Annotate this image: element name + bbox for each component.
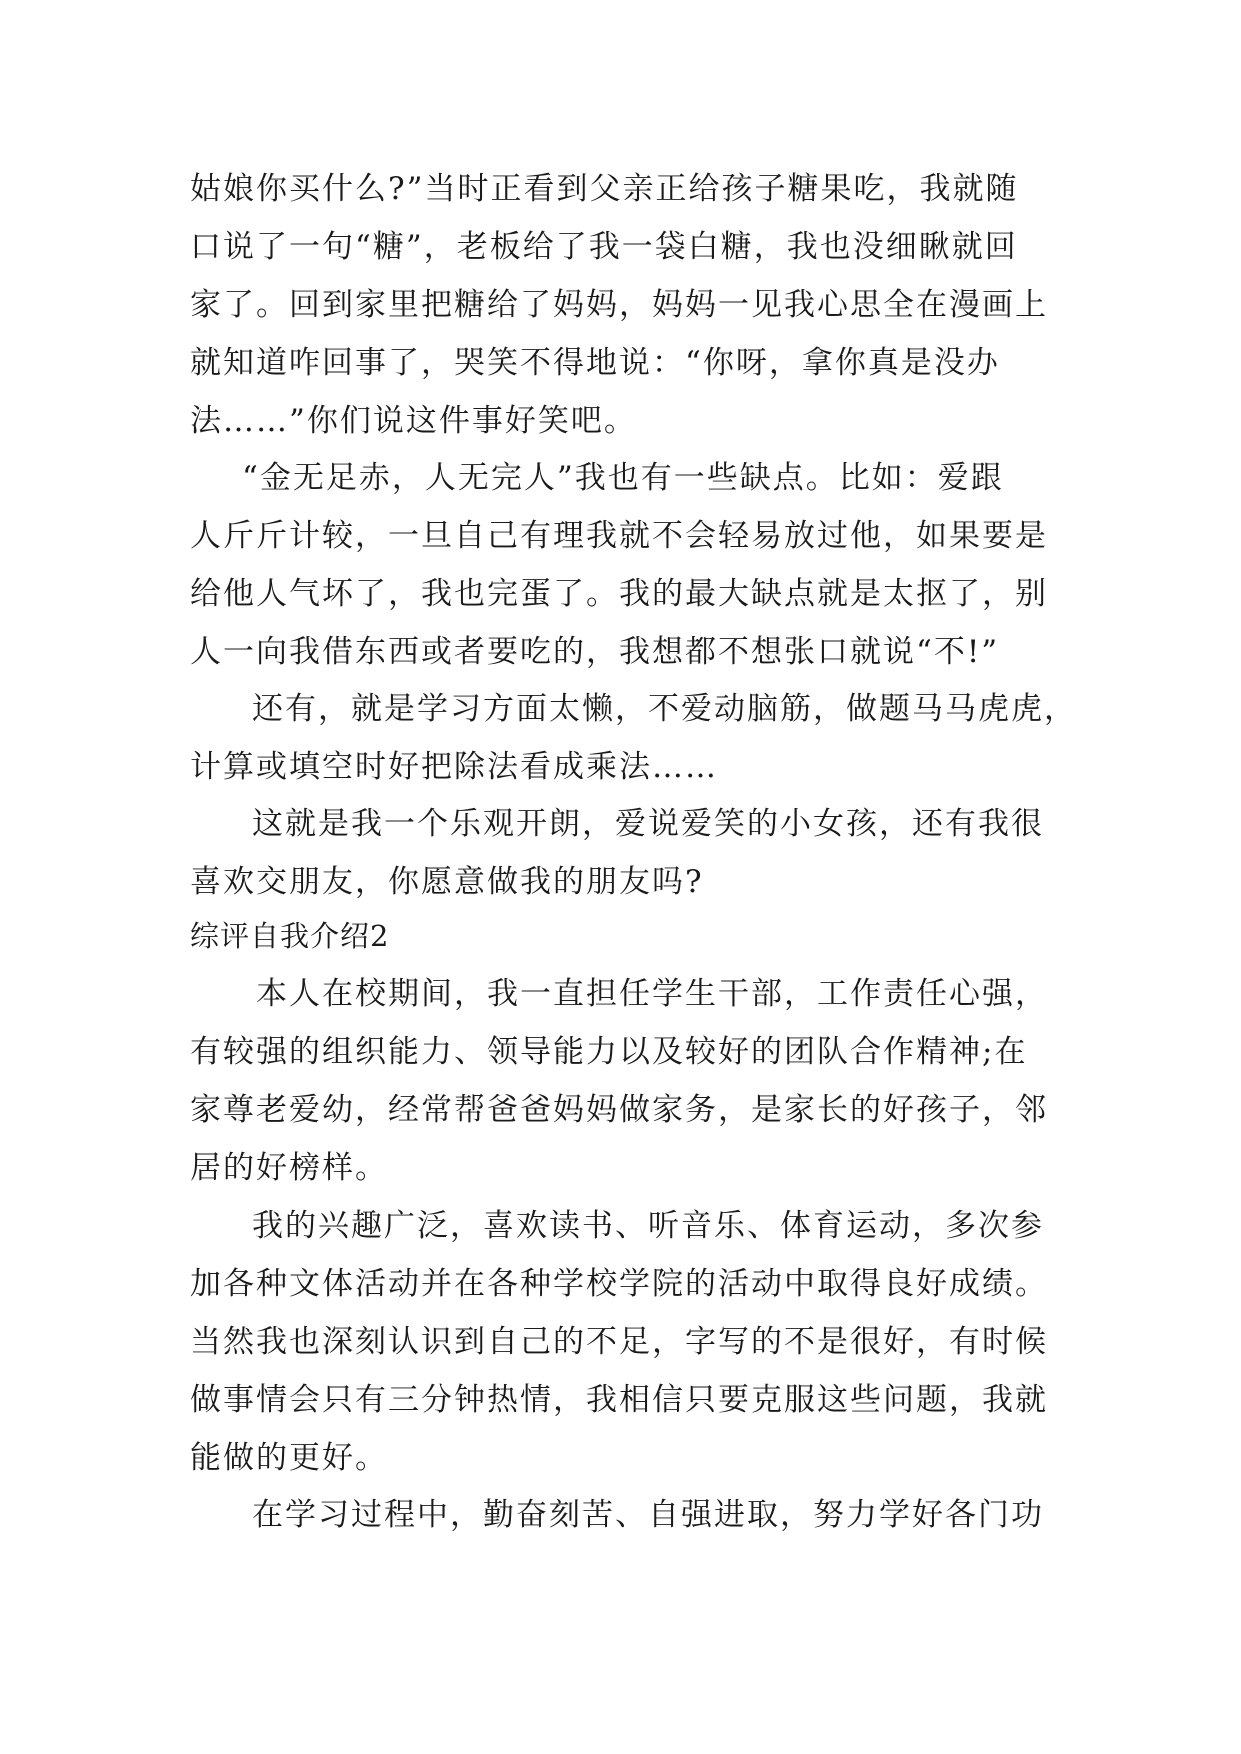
- paragraph-school-role: [190, 965, 1060, 1197]
- text-line: 这就是我一个乐观开朗，爱说爱笑的小女孩，还有我很: [252, 806, 1044, 842]
- text-line: 能做的更好。: [190, 1440, 388, 1476]
- text-line: 法……”你们说这件事好笑吧。: [190, 403, 637, 439]
- text-line: 我的兴趣广泛，喜欢读书、听音乐、体育运动，多次参: [252, 1208, 1044, 1244]
- text-line: 姑娘你买什么?”当时正看到父亲正给孩子糖果吃，我就随: [190, 171, 1019, 207]
- text-line: 人斤斤计较，一旦自己有理我就不会轻易放过他，如果要是: [190, 518, 1048, 554]
- text-line: 喜欢交朋友，你愿意做我的朋友吗?: [190, 864, 704, 900]
- text-line: 人一向我借东西或者要吃的，我想都不想张口就说“不!”: [190, 634, 1000, 670]
- text-line: 在学习过程中，勤奋刻苦、自强进取，努力学好各门功: [252, 1497, 1044, 1533]
- paragraph-closing: [190, 795, 1060, 911]
- paragraph-interests: [190, 1197, 1060, 1487]
- text-line: 还有，就是学习方面太懒，不爱动脑筋，做题马马虎虎，: [252, 691, 1077, 727]
- text-line: 口说了一句“糖”，老板给了我一袋白糖，我也没细瞅就回: [190, 229, 1018, 265]
- text-line: 计算或填空时好把除法看成乘法……: [190, 749, 718, 785]
- section-heading: 综评自我介绍2: [190, 919, 390, 953]
- text-line: “金无足赤，人无完人”我也有一些缺点。比如：爱跟: [242, 460, 1004, 496]
- text-line: 做事情会只有三分钟热情，我相信只要克服这些问题，我就: [190, 1382, 1048, 1418]
- paragraph-study-habits: [190, 680, 1077, 796]
- text-line: 加各种文体活动并在各种学校学院的活动中取得良好成绩。: [190, 1266, 1048, 1302]
- paragraph-shortcomings: [190, 449, 1060, 681]
- paragraph-learning: [190, 1486, 1060, 1544]
- text-line: 当然我也深刻认识到自己的不足，字写的不是很好，有时候: [190, 1324, 1048, 1360]
- text-line: 就知道咋回事了，哭笑不得地说：“你呀，拿你真是没办: [190, 345, 1000, 381]
- paragraph-continued: [190, 160, 1060, 450]
- text-line: 有较强的组织能力、领导能力以及较好的团队合作精神;在: [190, 1034, 1028, 1070]
- text-line: 给他人气坏了，我也完蛋了。我的最大缺点就是太抠了，别: [190, 576, 1048, 612]
- text-line: 居的好榜样。: [190, 1150, 388, 1186]
- text-line: 家尊老爱幼，经常帮爸爸妈妈做家务，是家长的好孩子，邻: [190, 1092, 1048, 1128]
- text-line: 本人在校期间，我一直担任学生干部，工作责任心强，: [256, 976, 1048, 1012]
- text-line: 家了。回到家里把糖给了妈妈，妈妈一见我心思全在漫画上: [190, 287, 1048, 323]
